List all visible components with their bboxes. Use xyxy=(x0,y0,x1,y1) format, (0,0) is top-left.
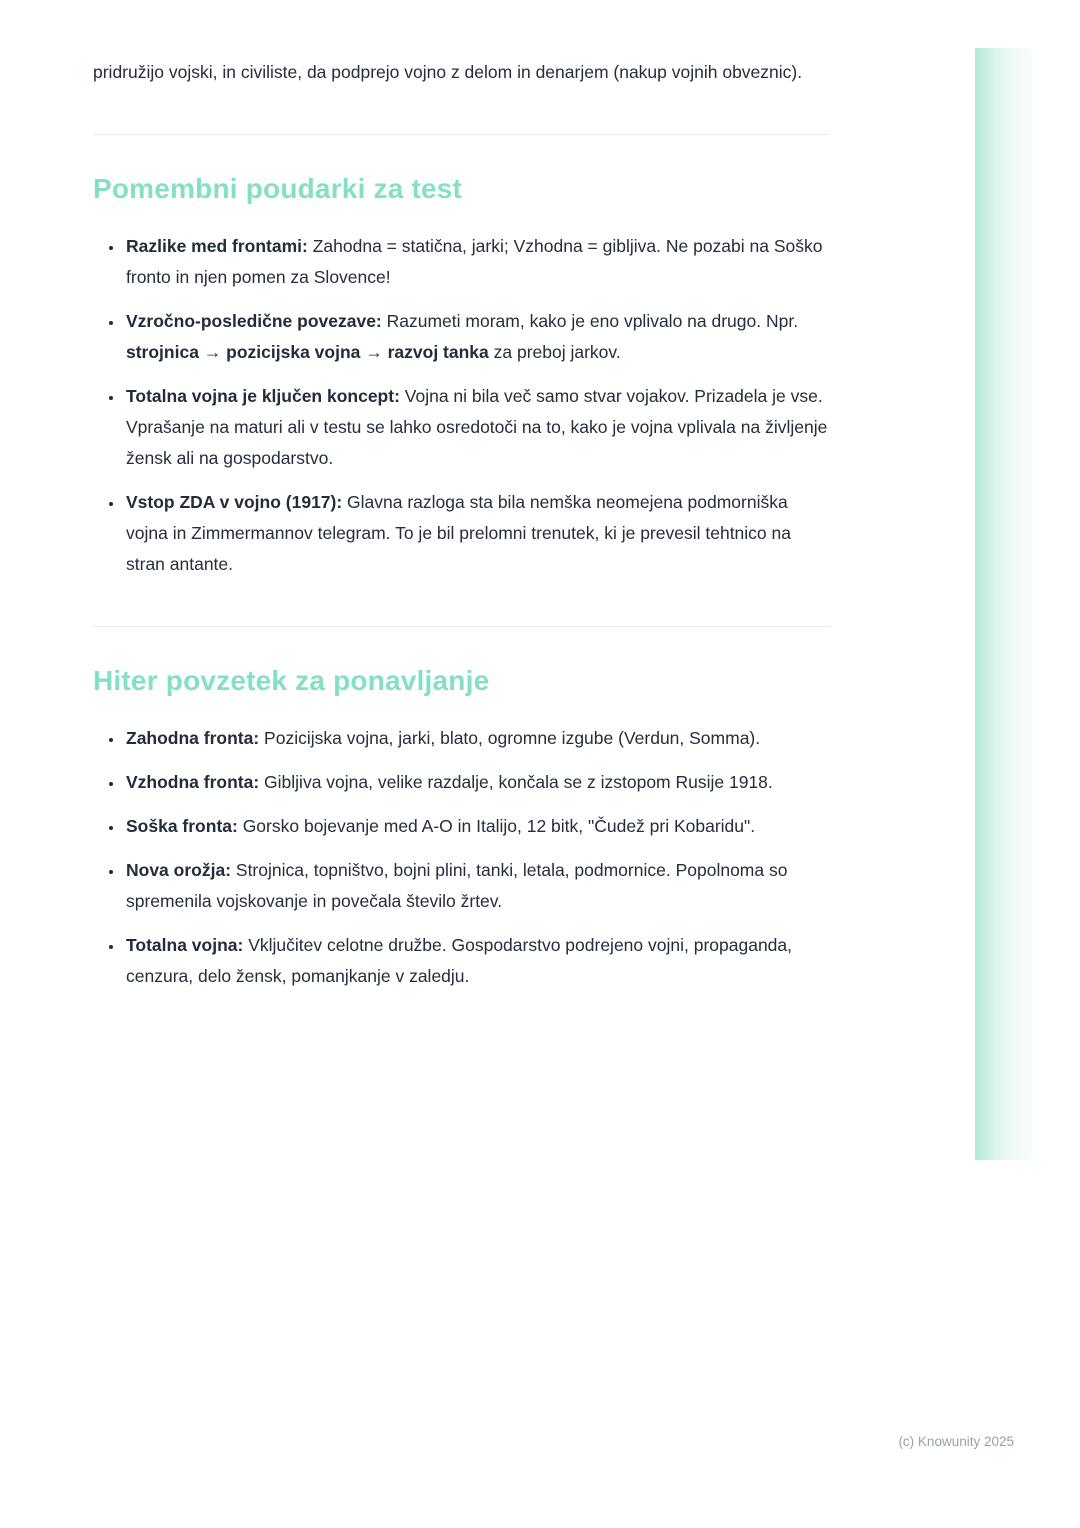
list-item-text: Vključitev celotne družbe. Gospodarstvo podrejeno vojni, propaganda, cenzura, delo žensk, pomanjkanje v zaledju. xyxy=(126,935,793,986)
section-divider xyxy=(93,626,830,627)
bullet-list xyxy=(93,231,830,580)
list-item-text: Pozicijska vojna, jarki, blato, ogromne izgube (Verdun, Somma). xyxy=(259,728,761,748)
list-item xyxy=(124,855,830,917)
list-item-text: Strojnica, topništvo, bojni plini, tanki, letala, podmornice. Popolnoma so spremenila vojskovanje in povečala število žrtev. xyxy=(126,860,788,911)
list-item-lead: Soška fronta: xyxy=(126,816,238,836)
list-item-text: Zahodna = statična, jarki; Vzhodna = gibljiva. Ne pozabi na Soško fronto in njen pomen za Slovence! xyxy=(126,236,823,287)
list-item xyxy=(124,306,830,368)
list-item-lead: Zahodna fronta: xyxy=(126,728,260,748)
list-item-text: za preboj jarkov. xyxy=(488,342,621,362)
list-item xyxy=(124,767,830,798)
sections xyxy=(93,134,830,992)
list-item xyxy=(124,381,830,474)
list-item xyxy=(124,930,830,992)
list-item-lead: Vzhodna fronta: xyxy=(126,772,260,792)
list-item xyxy=(124,811,830,842)
list-item-lead: Razlike med frontami: xyxy=(126,236,308,256)
bullet-list xyxy=(93,723,830,992)
list-item-lead: Vstop ZDA v vojno (1917): xyxy=(126,492,343,512)
list-item xyxy=(124,487,830,580)
section-heading: Hiter povzetek za ponavljanje xyxy=(93,665,490,696)
list-item-text: Vojna ni bila več samo stvar vojakov. Prizadela je vse. Vprašanje na maturi ali v testu se lahko osredotoči na to, kako je vojna vplivala na življenje žensk ali na gospodarstvo. xyxy=(126,386,828,468)
list-item-lead: Nova orožja: xyxy=(126,860,232,880)
list-item-lead: Totalna vojna: xyxy=(126,935,244,955)
list-item xyxy=(124,723,830,754)
list-item-lead: Totalna vojna je ključen koncept: xyxy=(126,386,400,406)
section-divider xyxy=(93,134,830,135)
list-item-text: Gorsko bojevanje med A-O in Italijo, 12 bitk, "Čudež pri Kobaridu". xyxy=(237,816,756,836)
accent-strip xyxy=(975,48,1032,1160)
document-content xyxy=(93,56,830,1005)
footer-credit: (c) Knowunity 2025 xyxy=(898,1434,1014,1449)
list-item-text: Razumeti moram, kako je eno vplivalo na drugo. Npr. xyxy=(381,311,799,331)
list-item-text: Glavna razloga sta bila nemška neomejena podmorniška vojna in Zimmermannov telegram. To je bil prelomni trenutek, ki je prevesil tehtnico na stran antante. xyxy=(126,492,791,574)
intro-paragraph: pridružijo vojski, in civiliste, da podprejo vojno z delom in denarjem (nakup vojnih obveznic). xyxy=(93,62,803,82)
list-item-lead: strojnica → pozicijska vojna → razvoj tanka xyxy=(126,342,489,362)
list-item-text: Gibljiva vojna, velike razdalje, končala se z izstopom Rusije 1918. xyxy=(259,772,773,792)
list-item-lead: Vzročno-posledične povezave: xyxy=(126,311,382,331)
section-heading: Pomembni poudarki za test xyxy=(93,173,463,204)
list-item xyxy=(124,231,830,293)
